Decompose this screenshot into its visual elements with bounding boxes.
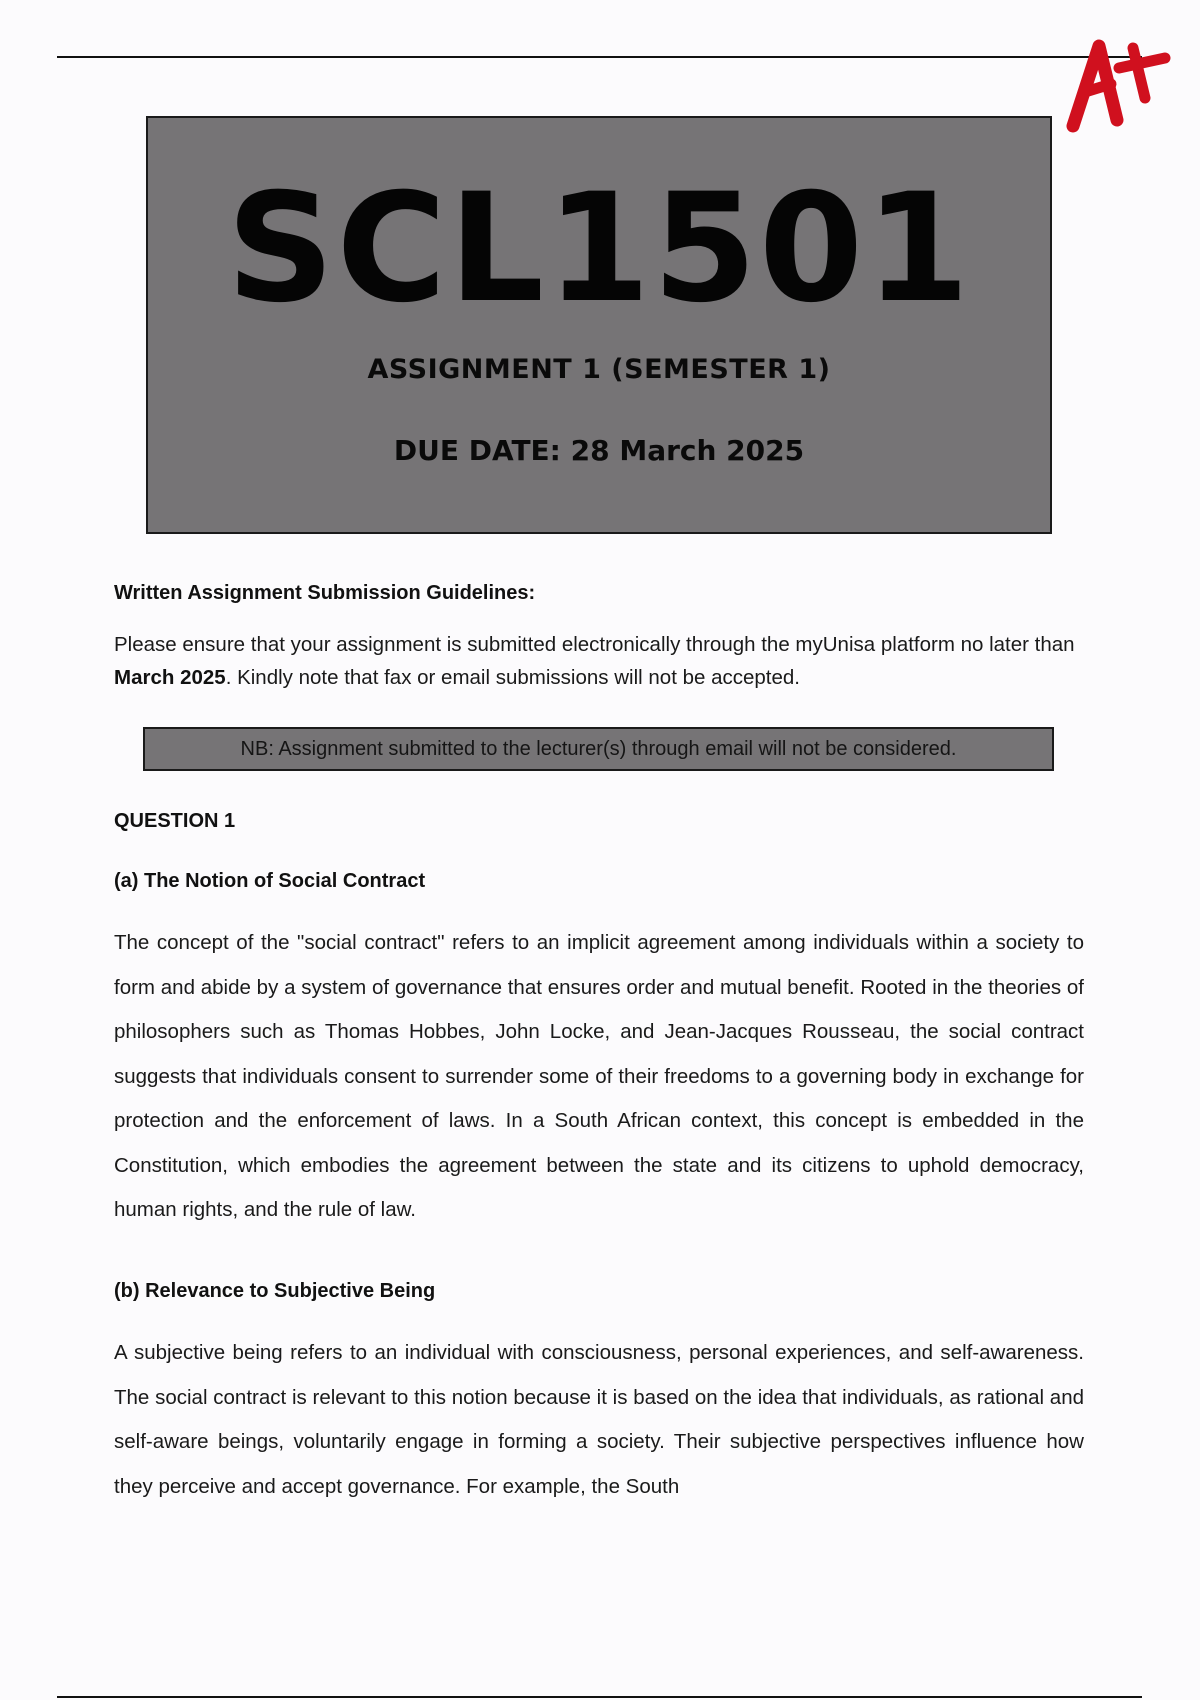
guidelines-text-before: Please ensure that your assignment is submitted electronically through the myUnisa platform no later than xyxy=(114,633,1075,656)
part-a-paragraph: The concept of the "social contract" refers to an implicit agreement among individuals within a society to form and abide by a system of governance that ensures order and mutual benefit. Rooted in the theories of philosophers such as Thomas Hobbes, John Locke, and Jean-Jacques Rousseau, the social contract suggests that individuals consent to surrender some of their freedoms to a governing body in exchange for protection and the enforcement of laws. In a South African context, this concept is embedded in the Constitution, which embodies the agreement between the state and its citizens to uphold democracy, human rights, and the rule of law. xyxy=(114,931,1084,1221)
bottom-rule xyxy=(57,1696,1142,1698)
nb-notice: NB: Assignment submitted to the lecturer(s) through email will not be considered. xyxy=(143,727,1054,771)
guidelines-text xyxy=(114,628,1084,694)
course-code: SCL1501 xyxy=(226,162,972,336)
grade-a-plus-stamp xyxy=(1065,28,1185,138)
question-heading: QUESTION 1 xyxy=(114,810,236,832)
cover-title-box xyxy=(146,116,1052,534)
due-date: DUE DATE: 28 March 2025 xyxy=(393,434,805,467)
part-b-paragraph: A subjective being refers to an individual with consciousness, personal experiences, and self-awareness. The social contract is relevant to this notion because it is based on the idea that individuals, as rational and self-aware beings, voluntarily engage in forming a society. Their subjective perspectives influence how they perceive and accept governance. For example, the South xyxy=(114,1341,1084,1498)
assignment-title: ASSIGNMENT 1 (SEMESTER 1) xyxy=(367,354,831,385)
top-rule xyxy=(57,56,1142,58)
guidelines-deadline: March 2025 xyxy=(114,666,226,689)
part-a-heading: (a) The Notion of Social Contract xyxy=(114,870,426,892)
part-b-heading: (b) Relevance to Subjective Being xyxy=(114,1280,436,1302)
guidelines-text-after: . Kindly note that fax or email submissions will not be accepted. xyxy=(225,666,800,689)
guidelines-heading: Written Assignment Submission Guidelines: xyxy=(114,582,536,604)
